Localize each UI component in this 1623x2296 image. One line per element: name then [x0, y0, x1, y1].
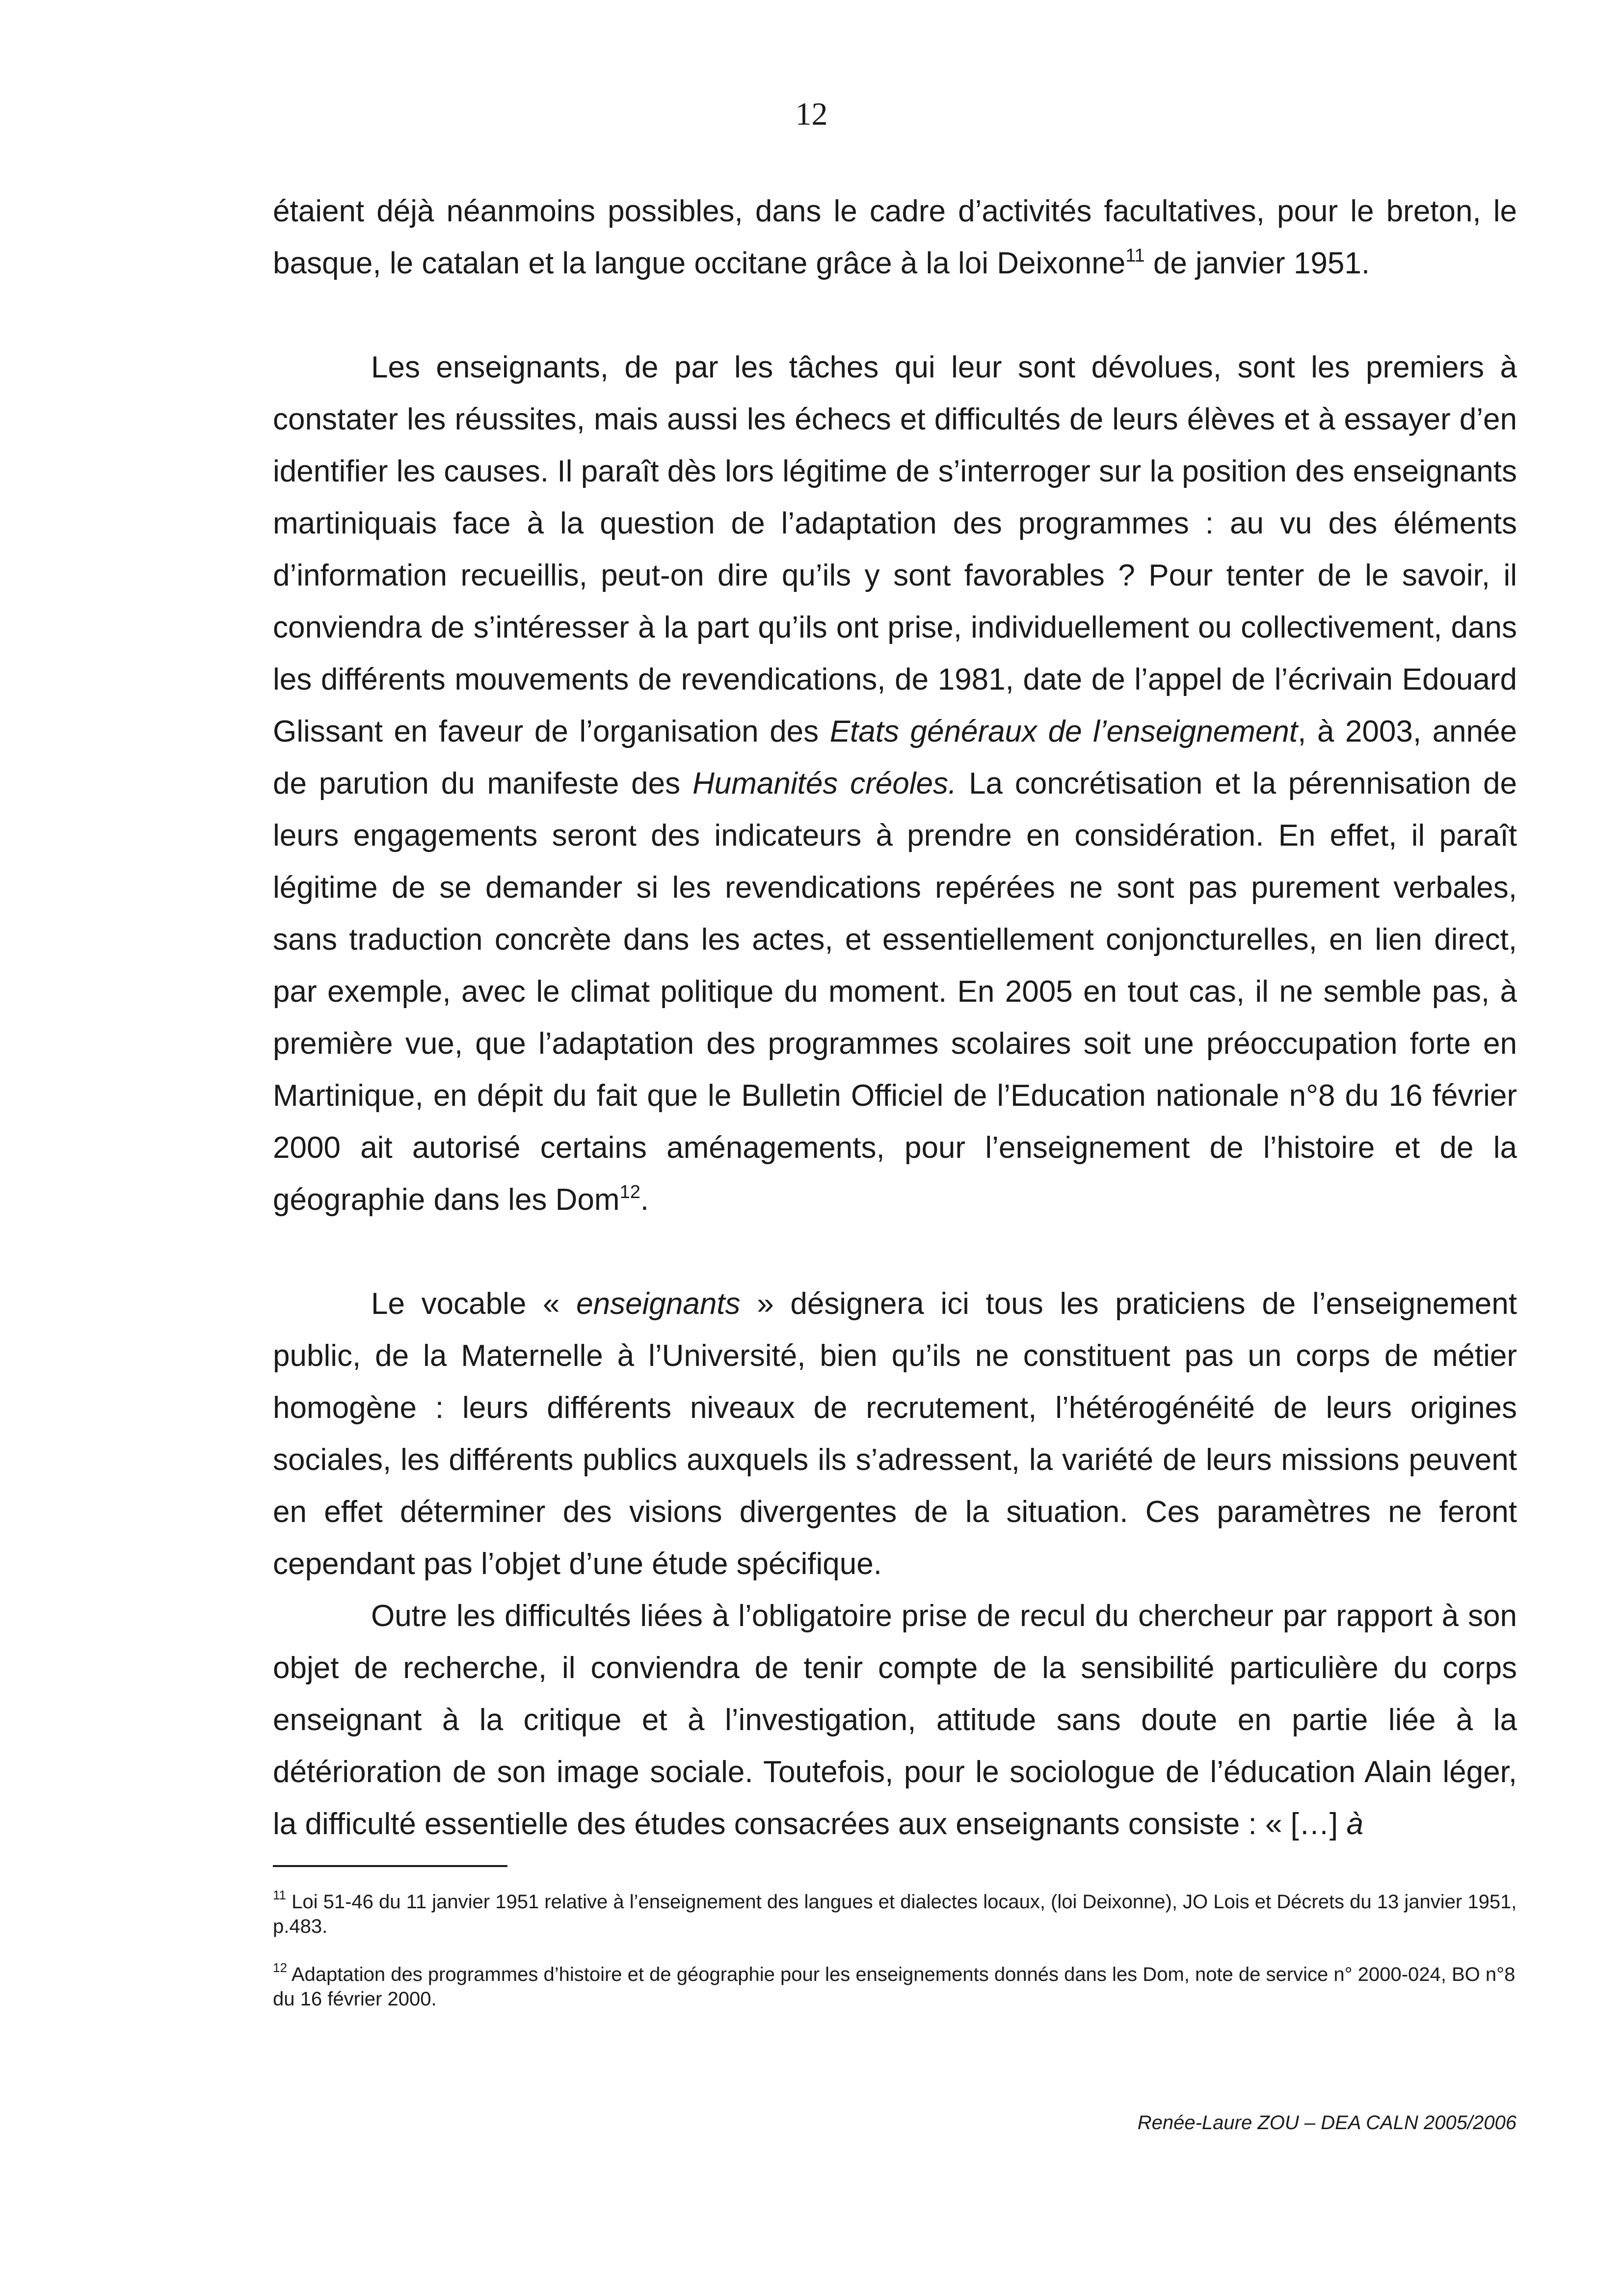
paragraph-3-text-b: » désignera ici tous les praticiens de l’enseignement public, de la Maternelle à l’Université, bien qu’ils ne constituent pas un corps de métier homogène : leurs différents niveaux de recrutement, l’hétérogénéité de leurs origines sociales, les différents publics auxquels ils s’adressent, la variété de leurs missions peuvent en effet déterminer des visions divergentes de la situation. Ces paramètres ne feront cependant pas l’objet d’une étude spécifique.	[273, 1287, 1517, 1581]
body-text	[273, 186, 1517, 1850]
paragraph-4	[273, 1590, 1517, 1850]
paragraph-4-italic: à	[1346, 1807, 1363, 1841]
paragraph-1-text-a: étaient déjà néanmoins possibles, dans le cadre d’activités facultatives, pour le breton, le basque, le catalan et la langue occitane grâce à la loi Deixonne	[273, 194, 1517, 280]
paragraph-3-italic: enseignants	[576, 1287, 741, 1321]
paragraph-3-text-a: Le vocable «	[371, 1287, 577, 1321]
footnote-separator	[273, 1865, 507, 1867]
page-footer: Renée-Laure ZOU – DEA CALN 2005/2006	[1137, 2112, 1517, 2134]
paragraph-2-text-d: .	[640, 1183, 649, 1217]
footnote-number: 11	[273, 1888, 286, 1902]
footnote-number: 12	[273, 1960, 287, 1975]
page-number: 12	[795, 96, 828, 132]
paragraph-2-italic-humanites: Humanités créoles.	[692, 767, 957, 801]
paragraph-2-text-c: La concrétisation et la pérennisation de leurs engagements seront des indicateurs à prendre en considération. En effet, il paraît légitime de se demander si les revendications repérées ne sont pas purement verbales, sans traduction concrète dans les actes, et essentiellement conjoncturelles, en lien direct, par exemple, avec le climat politique du moment. En 2005 en tout cas, il ne semble pas, à première vue, que l’adaptation des programmes scolaires soit une préoccupation forte en Martinique, en dépit du fait que le Bulletin Officiel de l’Education nationale n°8 du 16 février 2000 ait autorisé certains aménagements, pour l’enseignement de l’histoire et de la géographie dans les Dom	[273, 767, 1517, 1217]
paragraph-1-text-b: de janvier 1951.	[1144, 246, 1370, 280]
footnote-ref-11[interactable]: 11	[1125, 245, 1145, 266]
footnote-text: Adaptation des programmes d’histoire et de géographie pour les enseignements donnés dans les Dom, note de service n° 2000-024, BO n°8 du 16 février 2000.	[273, 1964, 1516, 2010]
paragraph-2-text-b: , à 2003, année de parution du manifeste des	[273, 715, 1517, 801]
paragraph-4-text-a: Outre les difficultés liées à l’obligatoire prise de recul du chercheur par rapport à son objet de recherche, il conviendra de tenir compte de la sensibilité particulière du corps enseignant à la critique et à l’investigation, attitude sans doute en partie liée à la détérioration de son image sociale. Toutefois, pour le sociologue de l’éducation Alain léger, la difficulté essentielle des études consacrées aux enseignants consiste : « […]	[273, 1599, 1517, 1841]
paragraph-1	[273, 186, 1517, 290]
footnote-11	[273, 1890, 1517, 1939]
paragraph-3	[273, 1278, 1517, 1590]
paragraph-2-italic-etats: Etats généraux de l’enseignement	[829, 715, 1298, 748]
paragraph-2	[273, 342, 1517, 1226]
footnote-12	[273, 1962, 1517, 2011]
paragraph-2-text-a: Les enseignants, de par les tâches qui leur sont dévolues, sont les premiers à constater les réussites, mais aussi les échecs et difficultés de leurs élèves et à essayer d’en identifier les causes. Il paraît dès lors légitime de s’interroger sur la position des enseignants martiniquais face à la question de l’adaptation des programmes : au vu des éléments d’information recueillis, peut-on dire qu’ils y sont favorables ? Pour tenter de le savoir, il conviendra de s’intéresser à la part qu’ils ont prise, individuellement ou collectivement, dans les différents mouvements de revendications, de 1981, date de l’appel de l’écrivain Edouard Glissant en faveur de l’organisation des	[273, 350, 1517, 748]
footnotes	[273, 1890, 1517, 2035]
footnote-ref-12[interactable]: 12	[619, 1182, 640, 1202]
footnote-text: Loi 51-46 du 11 janvier 1951 relative à l’enseignement des langues et dialectes locaux, (loi Deixonne), JO Lois et Décrets du 13 janvier 1951, p.483.	[273, 1891, 1517, 1937]
